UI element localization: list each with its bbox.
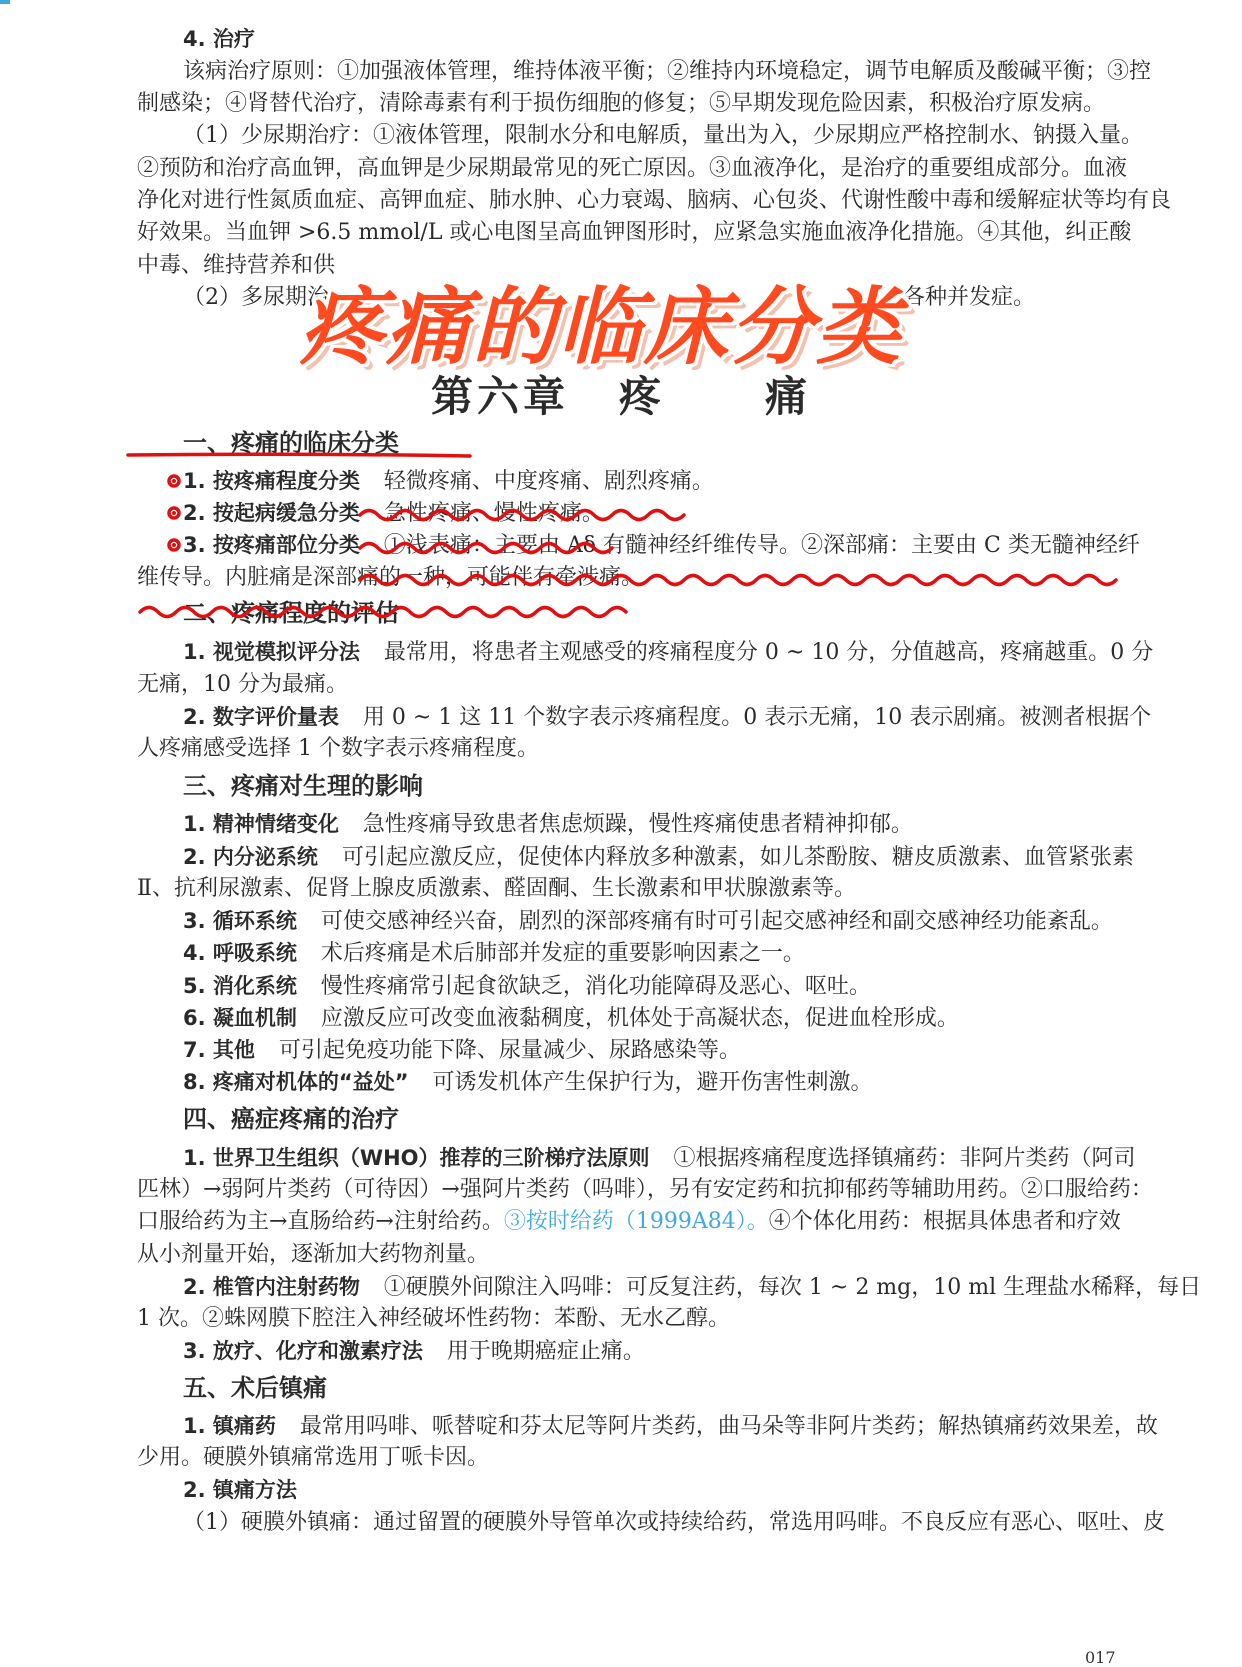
item-text: ①硬膜外间隙注入吗啡：可反复注药，每次 1 ~ 2 mg，10 ml 生理盐水稀释，每日	[383, 1275, 1202, 1300]
paragraph-line: 该病治疗原则：①加强液体管理，维持体液平衡；②维持内环境稳定，调节电解质及酸碱平衡；③控	[183, 59, 1152, 84]
bullet-circle	[169, 540, 179, 550]
paragraph-line-end: 各种并发症。	[903, 285, 1036, 310]
paragraph-line: （2）多尿期治	[183, 285, 329, 310]
item-text: 可诱发机体产生保护行为，避开伤害性刺激。	[432, 1070, 873, 1095]
item-lead: 1. 镇痛药	[183, 1414, 276, 1438]
item-lead: 2. 数字评价量表	[183, 705, 339, 729]
item-lead: 1. 视觉模拟评分法	[183, 640, 360, 664]
list-item	[183, 637, 1154, 668]
item-lead: 3. 按疼痛部位分类	[183, 533, 360, 557]
list-item	[183, 842, 1134, 873]
item-text: 轻微疼痛、中度疼痛、剧烈疼痛。	[383, 469, 714, 494]
item-text: 可引起应激反应，促使体内释放多种激素，如儿茶酚胺、糖皮质激素、血管紧张素	[341, 845, 1134, 870]
item-text: 急性疼痛导致患者焦虑烦躁，慢性疼痛使患者精神抑郁。	[362, 812, 913, 837]
paragraph-line: 好效果。当血钾 >6.5 mmol/L 或心电图呈高血钾图形时，应紧急实施血液净化措施。④其他，纠正酸	[137, 220, 1132, 245]
paragraph-line: 1 次。②蛛网膜下腔注入神经破坏性药物：苯酚、无水乙醇。	[137, 1306, 730, 1331]
list-item	[183, 498, 1193, 529]
bullet-circle	[169, 476, 179, 486]
item-lead: 4. 呼吸系统	[183, 941, 297, 965]
paragraph-line: （1）硬膜外镇痛：通过留置的硬膜外导管单次或持续给药，常选用吗啡。不良反应有恶心、呕吐、皮	[183, 1510, 1166, 1535]
section-heading: 五、术后镇痛	[183, 1374, 327, 1402]
item-text: 可使交感神经兴奋，剧烈的深部疼痛有时可引起交感神经和副交感神经功能紊乱。	[320, 909, 1113, 934]
list-item	[183, 1035, 1193, 1066]
paragraph-line: 无痛，10 分为最痛。	[137, 672, 348, 697]
item-lead: 1. 世界卫生组织（WHO）推荐的三阶梯疗法原则	[183, 1146, 650, 1170]
item-lead: 1. 精神情绪变化	[183, 812, 339, 836]
paragraph-line: 净化对进行性氮质血症、高钾血症、肺水肿、心力衰竭、脑病、心包炎、代谢性酸中毒和缓解症状等均有良	[137, 188, 1172, 213]
highlighted-text: ③按时给药（1999A84）。	[503, 1209, 769, 1234]
section-heading: 三、疼痛对生理的影响	[183, 772, 423, 800]
list-item	[183, 1143, 1136, 1174]
item-lead: 8. 疼痛对机体的“益处”	[183, 1070, 409, 1094]
item-text: 急性疼痛、慢性疼痛。	[383, 501, 604, 526]
chapter-title-char: 疼	[618, 372, 665, 421]
paragraph-line	[137, 1207, 1147, 1237]
item-text: ①根据疼痛程度选择镇痛药：非阿片类药（阿司	[673, 1146, 1136, 1171]
paragraph-line: 匹林）→弱阿片类药（可待因）→强阿片类药（吗啡），另有安定药和抗抑郁药等辅助用药。②口服给药：	[137, 1177, 1153, 1202]
item-text: ①浅表痛：主要由 Aδ 有髓神经纤维传导。②深部痛：主要由 C 类无髓神经纤	[383, 533, 1140, 558]
section-title: 4. 治疗	[183, 27, 255, 51]
overlay-title: 疼痛的临床分类	[300, 278, 903, 376]
item-text: 最常用吗啡、哌替啶和芬太尼等阿片类药，曲马朵等非阿片类药；解热镇痛药效果差，故	[299, 1414, 1158, 1439]
item-lead: 2. 按起病缓急分类	[183, 501, 360, 525]
list-item	[183, 938, 1193, 969]
list-item-lead: 2. 镇痛方法	[183, 1478, 297, 1502]
list-item	[183, 1067, 1193, 1098]
item-lead: 6. 凝血机制	[183, 1006, 297, 1030]
item-text: 用 0 ~ 1 这 11 个数字表示疼痛程度。0 表示无痛，10 表示剧痛。被测者根据个	[362, 705, 1152, 730]
item-text: 用于晚期癌症止痛。	[446, 1339, 645, 1364]
item-text: 可引起免疫功能下降、尿量减少、尿路感染等。	[278, 1038, 741, 1063]
paragraph-line: 制感染；④肾替代治疗，清除毒素有利于损伤细胞的修复；⑤早期发现危险因素，积极治疗原发病。	[137, 91, 1106, 116]
paragraph-line: 少用。硬膜外镇痛常选用丁哌卡因。	[137, 1445, 490, 1470]
section-heading: 一、疼痛的临床分类	[183, 429, 399, 457]
item-lead: 2. 内分泌系统	[183, 845, 318, 869]
item-lead: 1. 按疼痛程度分类	[183, 469, 360, 493]
list-item	[183, 702, 1152, 733]
paragraph-line: Ⅱ、抗利尿激素、促肾上腺皮质激素、醛固酮、生长激素和甲状腺激素等。	[137, 876, 856, 901]
paragraph-line: 中毒、维持营养和供	[137, 253, 336, 278]
list-item	[183, 906, 1113, 937]
item-lead: 3. 放疗、化疗和激素疗法	[183, 1339, 423, 1363]
bullet-dot	[172, 511, 176, 515]
item-text: 应激反应可改变血液黏稠度，机体处于高凝状态，促进血栓形成。	[320, 1006, 959, 1031]
chapter-title-char: 痛	[765, 372, 812, 421]
list-item	[183, 1003, 1193, 1034]
item-text: 最常用，将患者主观感受的疼痛程度分 0 ~ 10 分，分值越高，疼痛越重。0 分	[383, 640, 1154, 665]
section-heading: 四、癌症疼痛的治疗	[183, 1105, 399, 1133]
bullet-dot	[172, 479, 176, 483]
item-lead: 3. 循环系统	[183, 909, 297, 933]
chapter-number: 第六章	[430, 372, 569, 421]
paragraph-line: 维传导。内脏痛是深部痛的一种，可能伴有牵涉痛。	[137, 565, 644, 590]
list-item	[183, 971, 1193, 1002]
list-item	[183, 1411, 1158, 1442]
text-run: 口服给药为主→直肠给药→注射给药。	[137, 1209, 504, 1234]
bullet-dot	[172, 543, 176, 547]
bullet-circle	[169, 508, 179, 518]
paragraph-line: 从小剂量开始，逐渐加大药物剂量。	[137, 1242, 490, 1267]
paragraph-line: 人疼痛感受选择 1 个数字表示疼痛程度。	[137, 736, 539, 761]
corner-mark	[0, 0, 10, 4]
list-item	[183, 1336, 1193, 1367]
list-item	[183, 1272, 1202, 1303]
paragraph-line: ②预防和治疗高血钾，高血钾是少尿期最常见的死亡原因。③血液净化，是治疗的重要组成部分。血液	[137, 156, 1128, 181]
paragraph-line: （1）少尿期治疗：①液体管理，限制水分和电解质，量出为入，少尿期应严格控制水、钠摄入量。	[183, 123, 1144, 148]
page-number: 017	[1085, 1648, 1116, 1667]
item-lead: 7. 其他	[183, 1038, 255, 1062]
item-lead: 2. 椎管内注射药物	[183, 1275, 360, 1299]
item-lead: 5. 消化系统	[183, 974, 297, 998]
list-item	[183, 466, 1193, 497]
section-heading: 二、疼痛程度的评估	[183, 599, 399, 627]
list-item	[183, 530, 1140, 561]
item-text: 慢性疼痛常引起食欲缺乏，消化功能障碍及恶心、呕吐。	[320, 974, 871, 999]
text-run: ④个体化用药：根据具体患者和疗效	[768, 1209, 1121, 1234]
item-text: 术后疼痛是术后肺部并发症的重要影响因素之一。	[320, 941, 805, 966]
list-item	[183, 809, 1193, 840]
